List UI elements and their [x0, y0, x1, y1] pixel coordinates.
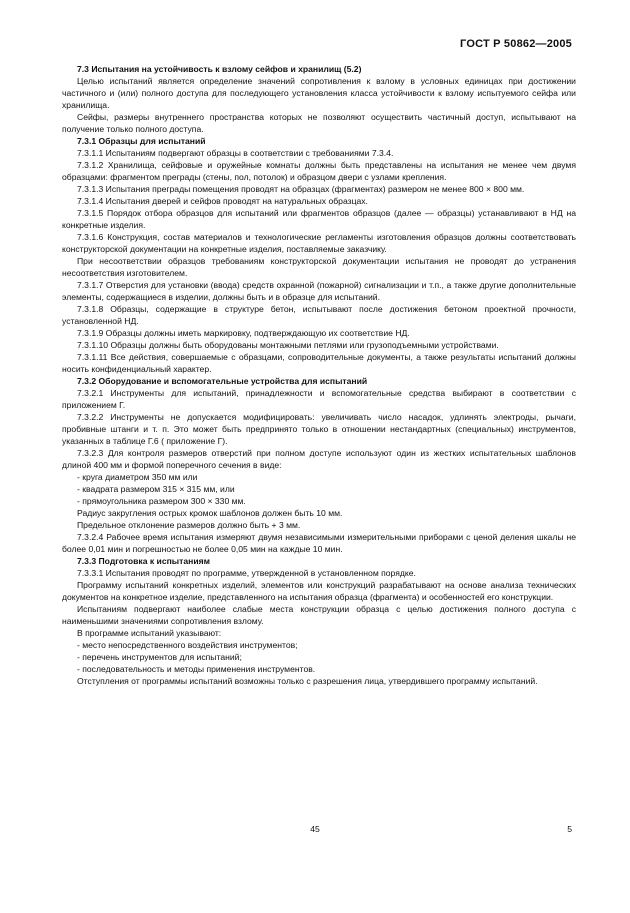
paragraph: 7.3.1.6 Конструкция, состав материалов и технологические регламенты изготовления образцов должны соответствовать конструкторской документации на конкретные изделия, поставляемые заказчику. [62, 232, 576, 254]
paragraph: 7.3.1.9 Образцы должны иметь маркировку, подтверждающую их соответствие НД. [77, 328, 410, 338]
paragraph: 7.3.2.4 Рабочее время испытания измеряют двумя независимыми измерительными приборами с ценой деления шкалы не более 0,01 мин и погрешностью не более 0,05 мин на каждые 10 мин. [62, 532, 576, 554]
paragraph: Испытаниям подвергают наиболее слабые места конструкции образца с целью достижения полного доступа с наименьшими значениями сопротивления взлому. [62, 604, 576, 626]
page-number: 5 [567, 824, 572, 834]
paragraph: - квадрата размером 315 × 315 мм, или [77, 484, 235, 494]
paragraph: - последовательность и методы применения инструментов. [77, 664, 316, 674]
paragraph: 7.3.2.2 Инструменты не допускается модифицировать: увеличивать число насадок, удлинять электроды, рычаги, пробивные штанги и т. п. Это может быть предпринято только в отношении нестандартных (специальных) инструментов, указанных в таблице Г.6 ( приложение Г). [62, 412, 576, 446]
section-heading: 7.3.1 Образцы для испытаний [77, 136, 206, 146]
paragraph: 7.3.1.2 Хранилища, сейфовые и оружейные комнаты должны быть представлены на испытания не менее чем двумя образцами: фрагментом преграды (стены, пол, потолок) и образцом двери с узлами крепления. [62, 160, 576, 182]
paragraph: - прямоугольника размером 300 × 330 мм. [77, 496, 246, 506]
document-body [62, 63, 576, 687]
paragraph: Программу испытаний конкретных изделий, элементов или конструкций разрабатывают на основе анализа технических документов на конкретное изделие, представленного на испытания образца (фрагмента) и особенностей его конструкции. [62, 580, 576, 602]
paragraph: При несоответствии образцов требованиям конструкторской документации испытания не проводят до устранения несоответствия изготовителем. [62, 256, 576, 278]
paragraph: 7.3.1.5 Порядок отбора образцов для испытаний или фрагментов образцов (далее — образцы) устанавливают в НД на конкретные изделия. [62, 208, 576, 230]
paragraph: 7.3.1.8 Образцы, содержащие в структуре бетон, испытывают после достижения бетоном проектной прочности, установленной НД. [62, 304, 576, 326]
paragraph: 7.3.1.4 Испытания дверей и сейфов проводят на натуральных образцах. [77, 196, 368, 206]
section-heading: 7.3.2 Оборудование и вспомогательные устройства для испытаний [77, 376, 368, 386]
paragraph: Предельное отклонение размеров должно быть + 3 мм. [77, 520, 301, 530]
paragraph: 7.3.1.10 Образцы должны быть оборудованы монтажными петлями или грузоподъемными устройствами. [77, 340, 499, 350]
paragraph: Отступления от программы испытаний возможны только с разрешения лица, утвердившего программу испытаний. [77, 676, 538, 686]
footer-number: 45 [310, 824, 320, 834]
paragraph: 7.3.2.3 Для контроля размеров отверстий при полном доступе используют один из жестких испытательных шаблонов длиной 400 мм и формой поперечного сечения в виде: [62, 448, 576, 470]
paragraph: В программе испытаний указывают: [77, 628, 222, 638]
paragraph: - перечень инструментов для испытаний; [77, 652, 242, 662]
section-heading: 7.3 Испытания на устойчивость к взлому сейфов и хранилищ (5.2) [77, 64, 362, 74]
paragraph: 7.3.1.7 Отверстия для установки (ввода) средств охранной (пожарной) сигнализации и т.п., а также другие дополнительные элементы, содержащиеся в изделии, должны быть и в образце для испытаний. [62, 280, 576, 302]
paragraph: - место непосредственного воздействия инструментов; [77, 640, 298, 650]
paragraph: Радиус закругления острых кромок шаблонов должен быть 10 мм. [77, 508, 343, 518]
paragraph: - круга диаметром 350 мм или [77, 472, 198, 482]
document-header: ГОСТ Р 50862—2005 [460, 38, 572, 50]
paragraph: 7.3.1.1 Испытаниям подвергают образцы в соответствии с требованиями 7.3.4. [77, 148, 394, 158]
paragraph: 7.3.1.11 Все действия, совершаемые с образцами, сопроводительные документы, а также результаты испытаний должны носить конфиденциальный характер. [62, 352, 576, 374]
paragraph: Целью испытаний является определение значений сопротивления к взлому в условных единицах при достижении частичного и (или) полного доступа для последующего установления класса устойчивости к взлому испытуемого сейфа или хранилища. [62, 76, 576, 110]
paragraph: 7.3.3.1 Испытания проводят по программе, утвержденной в установленном порядке. [77, 568, 416, 578]
section-heading: 7.3.3 Подготовка к испытаниям [77, 556, 210, 566]
paragraph: 7.3.2.1 Инструменты для испытаний, принадлежности и вспомогательные средства выбирают в соответствии с приложением Г. [62, 388, 576, 410]
paragraph: 7.3.1.3 Испытания преграды помещения проводят на образцах (фрагментах) размером не менее 800 × 800 мм. [77, 184, 525, 194]
paragraph: Сейфы, размеры внутреннего пространства которых не позволяют осуществить частичный доступ, испытывают на получение только полного доступа. [62, 112, 576, 134]
